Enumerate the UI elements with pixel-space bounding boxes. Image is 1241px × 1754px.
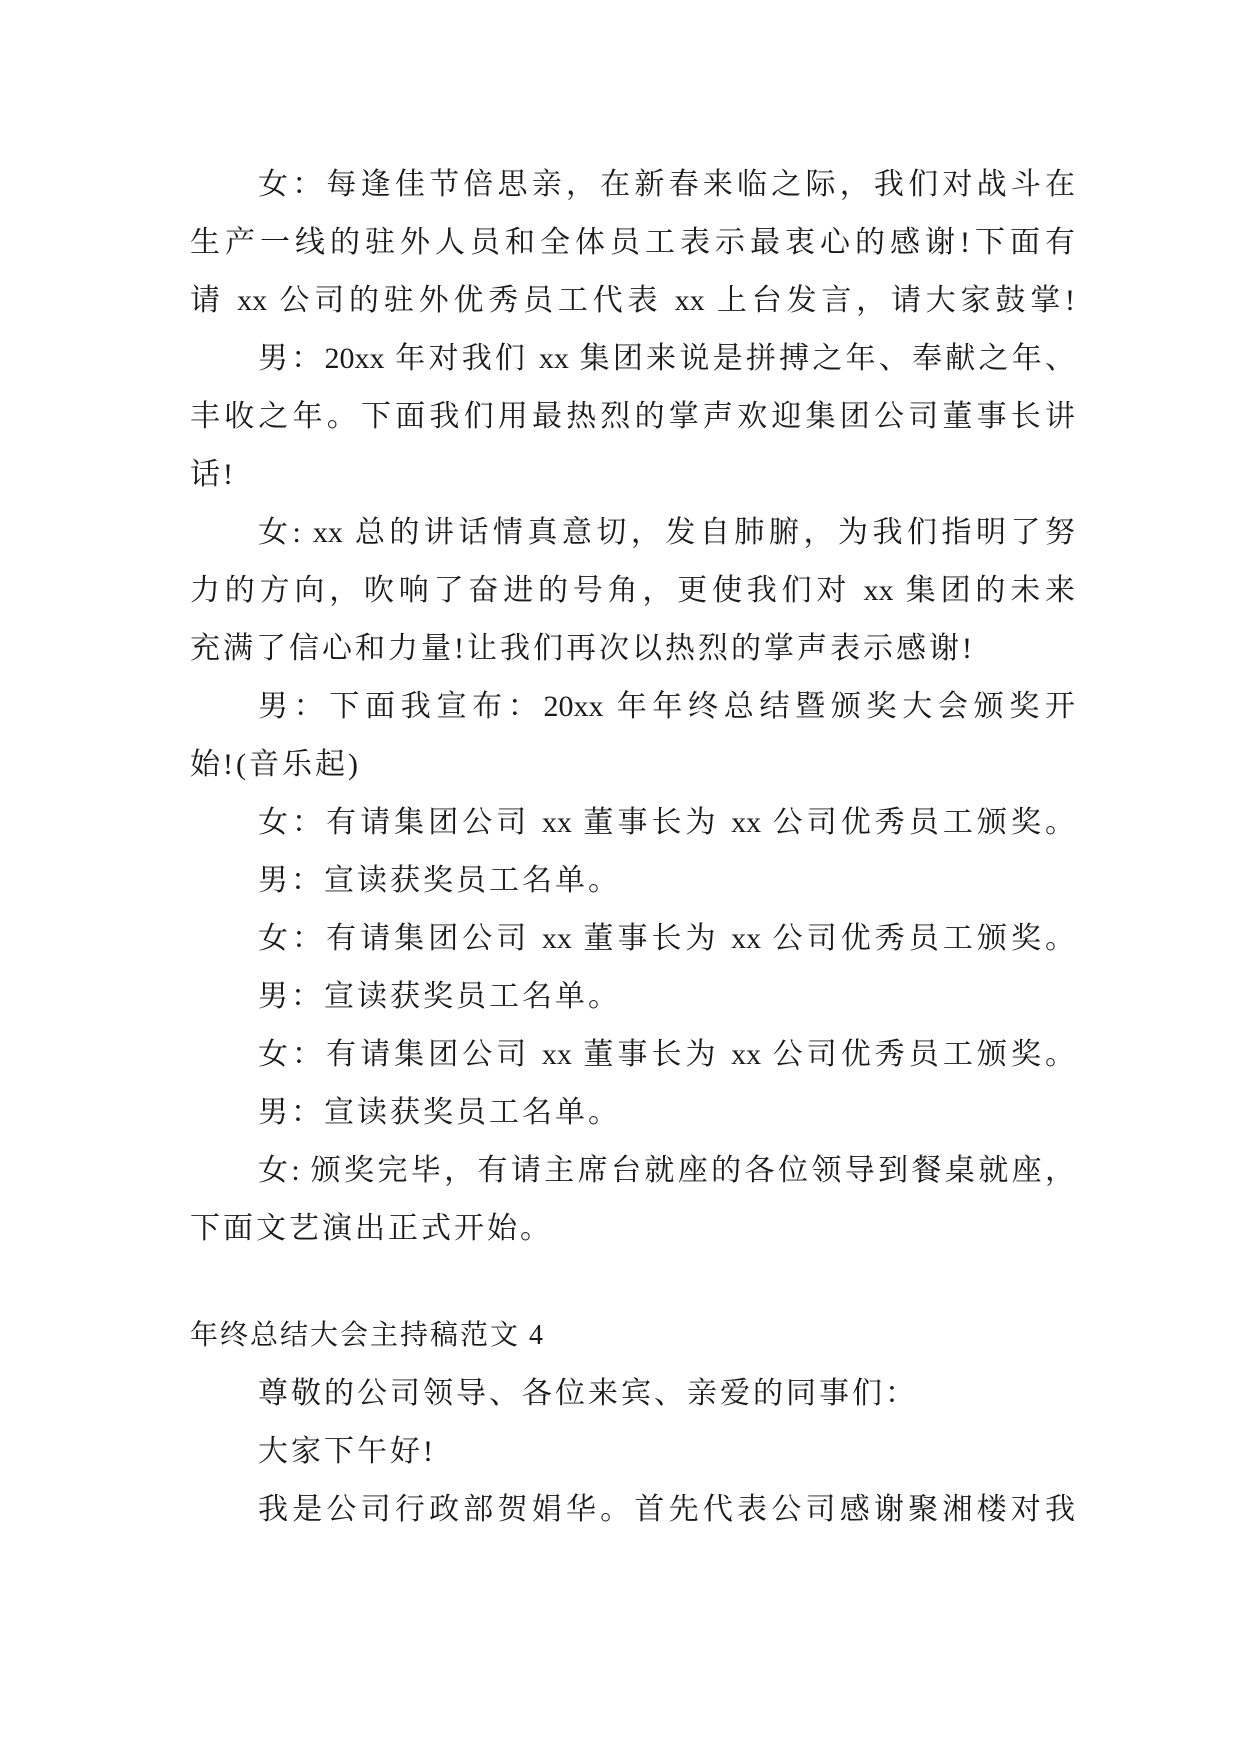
text-line: 男：20xx 年对我们 xx 集团来说是拼搏之年、奉献之年、 [258,342,1075,375]
text-line: 男：宣读获奖员工名单。 [258,980,621,1013]
text-line: 男：宣读获奖员工名单。 [258,864,621,897]
text-line: 丰收之年。下面我们用最热烈的掌声欢迎集团公司董事长讲 [190,400,1075,433]
text-line: 男：宣读获奖员工名单。 [258,1096,621,1129]
text-line: 女：有请集团公司 xx 董事长为 xx 公司优秀员工颁奖。 [258,806,1075,839]
text-line: 充满了信心和力量!让我们再次以热烈的掌声表示感谢! [190,632,975,665]
document-body [190,156,1075,1539]
text-line: 始!(音乐起) [190,748,361,781]
text-line: 女：有请集团公司 xx 董事长为 xx 公司优秀员工颁奖。 [258,1038,1075,1071]
text-line: 大家下午好! [258,1435,436,1468]
text-line: 话! [190,458,236,491]
text-line: 下面文艺演出正式开始。 [190,1212,553,1245]
text-line: 我是公司行政部贺娟华。首先代表公司感谢聚湘楼对我 [258,1493,1075,1526]
section-heading: 年终总结大会主持稿范文 4 [190,1320,546,1351]
text-line: 女：每逢佳节倍思亲，在新春来临之际，我们对战斗在 [258,168,1075,201]
text-line: 尊敬的公司领导、各位来宾、亲爱的同事们： [258,1377,918,1410]
text-line: 请 xx 公司的驻外优秀员工代表 xx 上台发言，请大家鼓掌! [190,284,1075,317]
text-line: 男：下面我宣布：20xx 年年终总结暨颁奖大会颁奖开 [258,690,1075,723]
text-line: 女: xx 总的讲话情真意切，发自肺腑，为我们指明了努 [258,516,1075,549]
text-line: 生产一线的驻外人员和全体员工表示最衷心的感谢!下面有 [190,226,1075,259]
text-line: 女: 颁奖完毕，有请主席台就座的各位领导到餐桌就座， [258,1154,1075,1187]
text-line: 女：有请集团公司 xx 董事长为 xx 公司优秀员工颁奖。 [258,922,1075,955]
text-line: 力的方向，吹响了奋进的号角，更使我们对 xx 集团的未来 [190,574,1075,607]
